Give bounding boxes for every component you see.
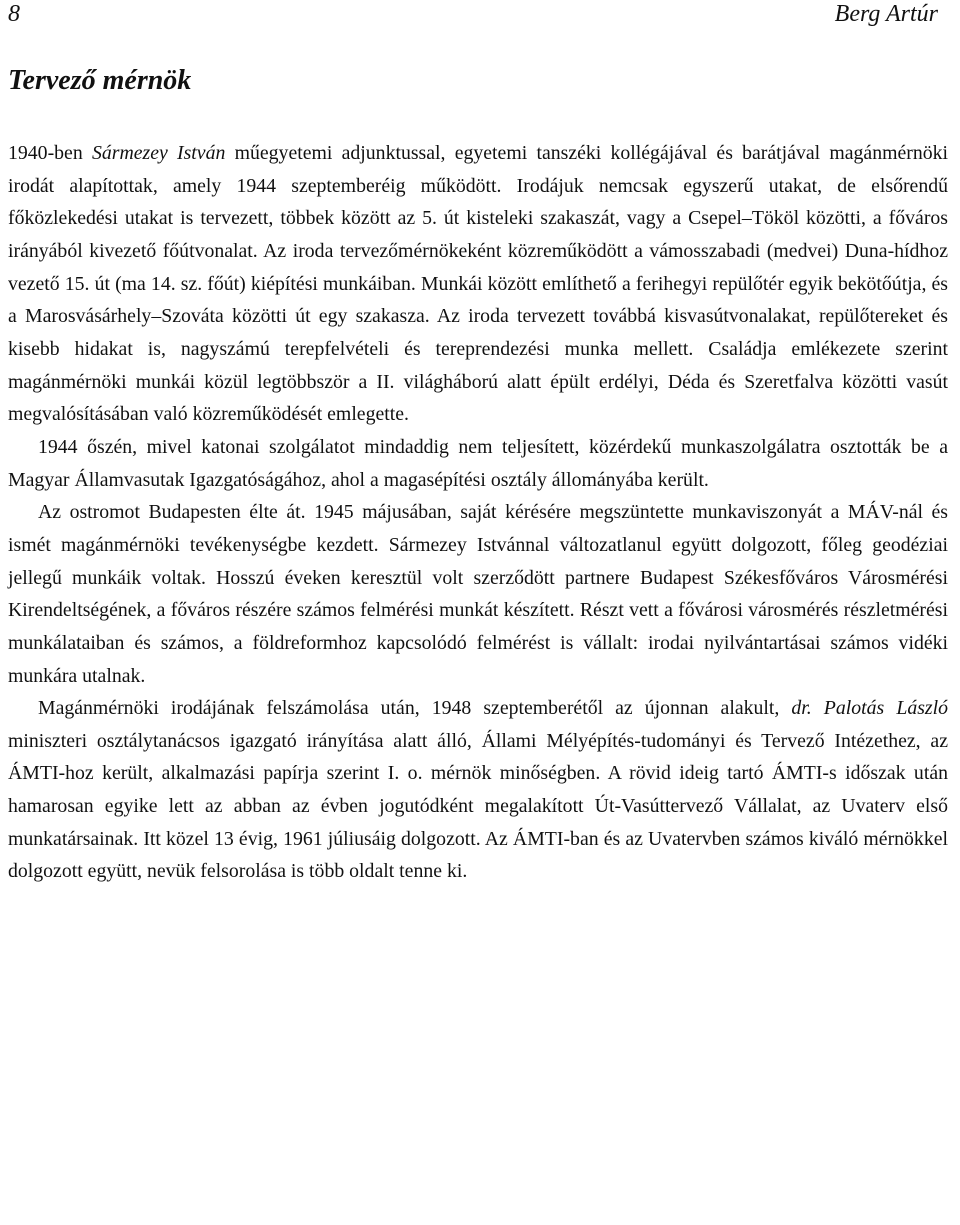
- italic-name: Sármezey István: [91, 142, 226, 164]
- text-run: műegyetemi adjunktussal, egyetemi tanszéki kollégájával és barátjával magánmérnöki irodát alapítottak, amely 1944 szeptemberéig működött. Irodájuk nemcsak egyszerű utakat, de elsőrendű főközlekedési utakat is tervezett, többek között az 5. út kisteleki szakaszát, vagy a Csepel–Tököl közötti, a főváros irányából kivezető főútvonalat. Az iroda tervezőmérnökeként közreműködött a vámosszabadi (medvei) Duna-hídhoz vezető 15. út (ma 14. sz. főút) kiépítési munkáiban. Munkái között említhető a ferihegyi repülőtér egyik bekötőútja, és a Marosvásárhely–Szováta közötti út egy szakasza. Az iroda tervezett továbbá kisvasútvonalakat, repülőtereket és kisebb hidakat is, nagyszámú terepfelvételi és tereprendezési munka mellett. Családja emlékezete szerint magánmérnöki munkái közül legtöbbször a II. világháború alatt épült erdélyi, Déda és Szeretfalva közötti vasút megvalósításában való közreműködését emlegette.: [8, 142, 949, 426]
- paragraph: [8, 137, 948, 431]
- running-author: Berg Artúr: [834, 1, 938, 27]
- running-header: [8, 0, 938, 30]
- text-run: 1944 őszén, mivel katonai szolgálatot mindaddig nem teljesített, közérdekű munkaszolgálatra osztották be a Magyar Államvasutak Igazgatóságához, ahol a magasépítési osztály állományába került.: [8, 435, 948, 491]
- text-run: miniszteri osztálytanácsos igazgató irányítása alatt álló, Állami Mélyépítés-tudományi és Tervező Intézethez, az ÁMTI-hoz került, alkalmazási papírja szerint I. o. mérnök minőségben. A rövid ideig tartó ÁMTI-s időszak után hamarosan egyike lett az abban az évben jogutódként megalakított Út-Vasúttervező Vállalat, az Uvaterv első munkatársainak. Itt közel 13 évig, 1961 júliusáig dolgozott. Az ÁMTI-ban és az Uvatervben számos kiváló mérnökkel dolgozott együtt, nevük felsorolása is több oldalt tenne ki.: [8, 729, 948, 883]
- body-text: [8, 137, 948, 888]
- text-run: 1940-ben: [8, 142, 92, 164]
- italic-name: dr. Palotás László: [791, 697, 948, 720]
- text-run: Magánmérnöki irodájának felszámolása után, 1948 szeptemberétől az újonnan alakult,: [38, 697, 792, 720]
- text-run: Az ostromot Budapesten élte át. 1945 májusában, saját kérésére megszüntette munkaviszonyát a MÁV-nál és ismét magánmérnöki tevékenységbe kezdett. Sármezey Istvánnal változatlanul együtt dolgozott, főleg geodéziai jellegű munkáik voltak. Hosszú éveken keresztül volt szerződött partnere Budapest Székesfőváros Városmérési Kirendeltségének, a főváros részére számos felmérési munkát készített. Részt vett a fővárosi városmérés részletmérési munkálataiban és számos, a földreformhoz kapcsolódó felmérést is vállalt: irodai nyilvántartásai számos vidéki munkára utalnak.: [8, 501, 948, 687]
- paragraph: [8, 431, 948, 496]
- paragraph: [8, 692, 948, 888]
- section-title: Tervező mérnök: [8, 65, 192, 96]
- paragraph: [8, 496, 948, 692]
- page-number: 8: [8, 1, 20, 27]
